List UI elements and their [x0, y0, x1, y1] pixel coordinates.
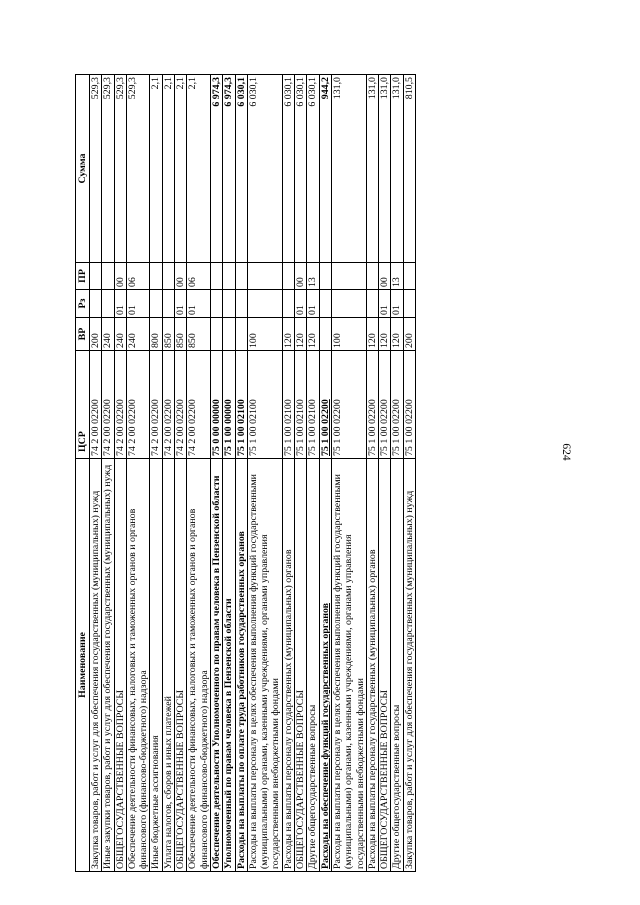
row-name-cell: ОБЩЕГОСУДАРСТВЕННЫЕ ВОПРОСЫ — [114, 459, 126, 872]
table-row — [391, 75, 403, 872]
row-csr-cell: 75 1 00 02100 — [235, 351, 247, 459]
row-pr-cell — [282, 263, 294, 290]
row-pr-cell — [247, 263, 282, 290]
row-rz-cell — [282, 290, 294, 318]
row-sum-cell: 2,1 — [162, 75, 174, 263]
row-pr-cell — [102, 263, 114, 290]
header-sum: Сумма — [76, 75, 90, 263]
header-pr: ПР — [76, 263, 90, 290]
row-csr-cell: 74 2 00 02200 — [150, 351, 162, 459]
row-sum-cell: 131,0 — [379, 75, 391, 263]
row-pr-cell: 00 — [175, 263, 187, 290]
row-sum-cell: 6 974,3 — [210, 75, 222, 263]
row-rz-cell: 01 — [295, 290, 307, 318]
row-csr-cell: 74 2 00 02200 — [126, 351, 150, 459]
row-rz-cell: 01 — [187, 290, 211, 318]
row-name-cell: Расходы на выплаты персоналу в целях обеспечения выполнения функций государственными (муниципальными) органами, казенными учреждениями, органами управления государственными внебюджетными фондами — [331, 459, 366, 872]
table-row — [102, 75, 114, 872]
row-rz-cell: 01 — [307, 290, 319, 318]
row-name-cell: Расходы на выплаты персоналу государственных (муниципальных) органов — [282, 459, 294, 872]
row-sum-cell: 529,3 — [90, 75, 102, 263]
row-csr-cell: 75 1 00 02100 — [282, 351, 294, 459]
row-pr-cell — [162, 263, 174, 290]
row-name-cell: Обеспечение деятельности Уполномоченного по правам человека в Пензенской области — [210, 459, 222, 872]
row-vr-cell: 100 — [331, 318, 366, 351]
row-name-cell: Расходы на обеспечение функций государственных органов — [319, 459, 331, 872]
row-vr-cell: 850 — [162, 318, 174, 351]
row-rz-cell — [150, 290, 162, 318]
row-pr-cell — [366, 263, 378, 290]
row-vr-cell: 120 — [391, 318, 403, 351]
row-vr-cell: 800 — [150, 318, 162, 351]
row-rz-cell: 01 — [175, 290, 187, 318]
row-rz-cell — [235, 290, 247, 318]
row-pr-cell — [319, 263, 331, 290]
row-sum-cell: 131,0 — [391, 75, 403, 263]
row-vr-cell: 120 — [282, 318, 294, 351]
row-name-cell: Уплата налогов, сборов и иных платежей — [162, 459, 174, 872]
table-row — [331, 75, 366, 872]
page-number: 624 — [560, 443, 572, 461]
row-rz-cell — [102, 290, 114, 318]
row-pr-cell — [90, 263, 102, 290]
row-csr-cell: 75 1 00 02200 — [403, 351, 415, 459]
row-name-cell: Уполномоченный по правам человека в Пензенской области — [223, 459, 235, 872]
row-rz-cell — [90, 290, 102, 318]
table-header-row — [76, 75, 90, 872]
row-csr-cell: 75 1 00 02200 — [331, 351, 366, 459]
row-csr-cell: 75 0 00 00000 — [210, 351, 222, 459]
row-name-cell: ОБЩЕГОСУДАРСТВЕННЫЕ ВОПРОСЫ — [295, 459, 307, 872]
table-row — [162, 75, 174, 872]
row-pr-cell: 13 — [391, 263, 403, 290]
row-csr-cell: 74 2 00 02200 — [175, 351, 187, 459]
row-sum-cell: 6 030,1 — [235, 75, 247, 263]
row-pr-cell — [331, 263, 366, 290]
row-vr-cell: 100 — [247, 318, 282, 351]
row-pr-cell — [403, 263, 415, 290]
row-name-cell: Закупка товаров, работ и услуг для обеспечения государственных (муниципальных) нужд — [90, 459, 102, 872]
table-row — [90, 75, 102, 872]
row-rz-cell: 01 — [391, 290, 403, 318]
row-name-cell: ОБЩЕГОСУДАРСТВЕННЫЕ ВОПРОСЫ — [175, 459, 187, 872]
row-pr-cell: 00 — [114, 263, 126, 290]
row-name-cell: Расходы на выплаты персоналу в целях обеспечения выполнения функций государственными (муниципальными) органами, казенными учреждениями, органами управления государственными внебюджетными фондами — [247, 459, 282, 872]
table-row — [295, 75, 307, 872]
row-vr-cell: 200 — [90, 318, 102, 351]
table-row — [126, 75, 150, 872]
row-rz-cell — [331, 290, 366, 318]
table-row — [403, 75, 415, 872]
table-row — [175, 75, 187, 872]
row-rz-cell — [403, 290, 415, 318]
row-pr-cell: 00 — [379, 263, 391, 290]
budget-table — [75, 74, 416, 872]
row-sum-cell: 529,3 — [126, 75, 150, 263]
row-sum-cell: 944,2 — [319, 75, 331, 263]
table-row — [187, 75, 211, 872]
row-pr-cell — [210, 263, 222, 290]
row-pr-cell — [223, 263, 235, 290]
row-vr-cell: 200 — [403, 318, 415, 351]
row-vr-cell — [210, 318, 222, 351]
row-sum-cell: 529,3 — [114, 75, 126, 263]
row-vr-cell: 240 — [102, 318, 114, 351]
row-rz-cell: 01 — [379, 290, 391, 318]
row-rz-cell — [210, 290, 222, 318]
row-sum-cell: 131,0 — [331, 75, 366, 263]
row-pr-cell: 06 — [187, 263, 211, 290]
row-vr-cell: 120 — [295, 318, 307, 351]
row-sum-cell: 2,1 — [175, 75, 187, 263]
header-vr: ВР — [76, 318, 90, 351]
row-sum-cell: 6 030,1 — [295, 75, 307, 263]
row-csr-cell: 75 1 00 02100 — [295, 351, 307, 459]
row-name-cell: Иные бюджетные ассигнования — [150, 459, 162, 872]
row-vr-cell: 120 — [379, 318, 391, 351]
row-rz-cell — [366, 290, 378, 318]
header-csr: ЦСР — [76, 351, 90, 459]
row-vr-cell: 850 — [175, 318, 187, 351]
row-sum-cell: 6 974,3 — [223, 75, 235, 263]
row-csr-cell: 74 2 00 02200 — [162, 351, 174, 459]
row-csr-cell: 75 1 00 02200 — [366, 351, 378, 459]
row-vr-cell: 850 — [187, 318, 211, 351]
table-row — [282, 75, 294, 872]
table-row — [366, 75, 378, 872]
row-pr-cell: 13 — [307, 263, 319, 290]
row-vr-cell: 240 — [126, 318, 150, 351]
row-csr-cell: 74 2 00 02200 — [187, 351, 211, 459]
row-vr-cell: 120 — [307, 318, 319, 351]
row-pr-cell — [150, 263, 162, 290]
row-name-cell: Обеспечение деятельности финансовых, налоговых и таможенных органов и органов финансового (финансово-бюджетного) надзора — [187, 459, 211, 872]
table-body — [90, 75, 416, 872]
row-vr-cell: 120 — [366, 318, 378, 351]
row-csr-cell: 74 2 00 02200 — [114, 351, 126, 459]
row-rz-cell — [162, 290, 174, 318]
row-csr-cell: 74 2 00 02200 — [90, 351, 102, 459]
table-row — [307, 75, 319, 872]
row-sum-cell: 2,1 — [187, 75, 211, 263]
header-rz: Рз — [76, 290, 90, 318]
row-csr-cell: 75 1 00 02200 — [319, 351, 331, 459]
row-name-cell: Расходы на выплаты персоналу государственных (муниципальных) органов — [366, 459, 378, 872]
table-row — [114, 75, 126, 872]
row-name-cell: ОБЩЕГОСУДАРСТВЕННЫЕ ВОПРОСЫ — [379, 459, 391, 872]
table-row — [210, 75, 222, 872]
row-pr-cell — [235, 263, 247, 290]
row-name-cell: Другие общегосударственные вопросы — [391, 459, 403, 872]
row-rz-cell: 01 — [126, 290, 150, 318]
row-csr-cell: 75 1 00 00000 — [223, 351, 235, 459]
row-rz-cell: 01 — [114, 290, 126, 318]
row-vr-cell — [319, 318, 331, 351]
row-csr-cell: 75 1 00 02100 — [307, 351, 319, 459]
row-csr-cell: 74 2 00 02200 — [102, 351, 114, 459]
row-csr-cell: 75 1 00 02200 — [391, 351, 403, 459]
row-sum-cell: 6 030,1 — [247, 75, 282, 263]
table-row — [235, 75, 247, 872]
row-name-cell: Другие общегосударственные вопросы — [307, 459, 319, 872]
row-vr-cell: 240 — [114, 318, 126, 351]
row-vr-cell — [223, 318, 235, 351]
row-vr-cell — [235, 318, 247, 351]
row-sum-cell: 810,5 — [403, 75, 415, 263]
row-sum-cell: 2,1 — [150, 75, 162, 263]
row-name-cell: Расходы на выплаты по оплате труда работников государственных органов — [235, 459, 247, 872]
table-row — [223, 75, 235, 872]
row-csr-cell: 75 1 00 02200 — [379, 351, 391, 459]
header-name: Наименование — [76, 459, 90, 872]
row-rz-cell — [247, 290, 282, 318]
table-row — [319, 75, 331, 872]
row-sum-cell: 131,0 — [366, 75, 378, 263]
row-pr-cell: 06 — [126, 263, 150, 290]
row-csr-cell: 75 1 00 02100 — [247, 351, 282, 459]
rotated-table-container — [75, 75, 560, 872]
row-rz-cell — [223, 290, 235, 318]
table-row — [150, 75, 162, 872]
row-name-cell: Закупка товаров, работ и услуг для обеспечения государственных (муниципальных) нужд — [403, 459, 415, 872]
row-sum-cell: 529,3 — [102, 75, 114, 263]
row-name-cell: Обеспечение деятельности финансовых, налоговых и таможенных органов и органов финансового (финансово-бюджетного) надзора — [126, 459, 150, 872]
table-row — [247, 75, 282, 872]
row-name-cell: Иные закупки товаров, работ и услуг для обеспечения государственных (муниципальных) нужд — [102, 459, 114, 872]
table-row — [379, 75, 391, 872]
row-pr-cell: 00 — [295, 263, 307, 290]
row-rz-cell — [319, 290, 331, 318]
row-sum-cell: 6 030,1 — [307, 75, 319, 263]
row-sum-cell: 6 030,1 — [282, 75, 294, 263]
